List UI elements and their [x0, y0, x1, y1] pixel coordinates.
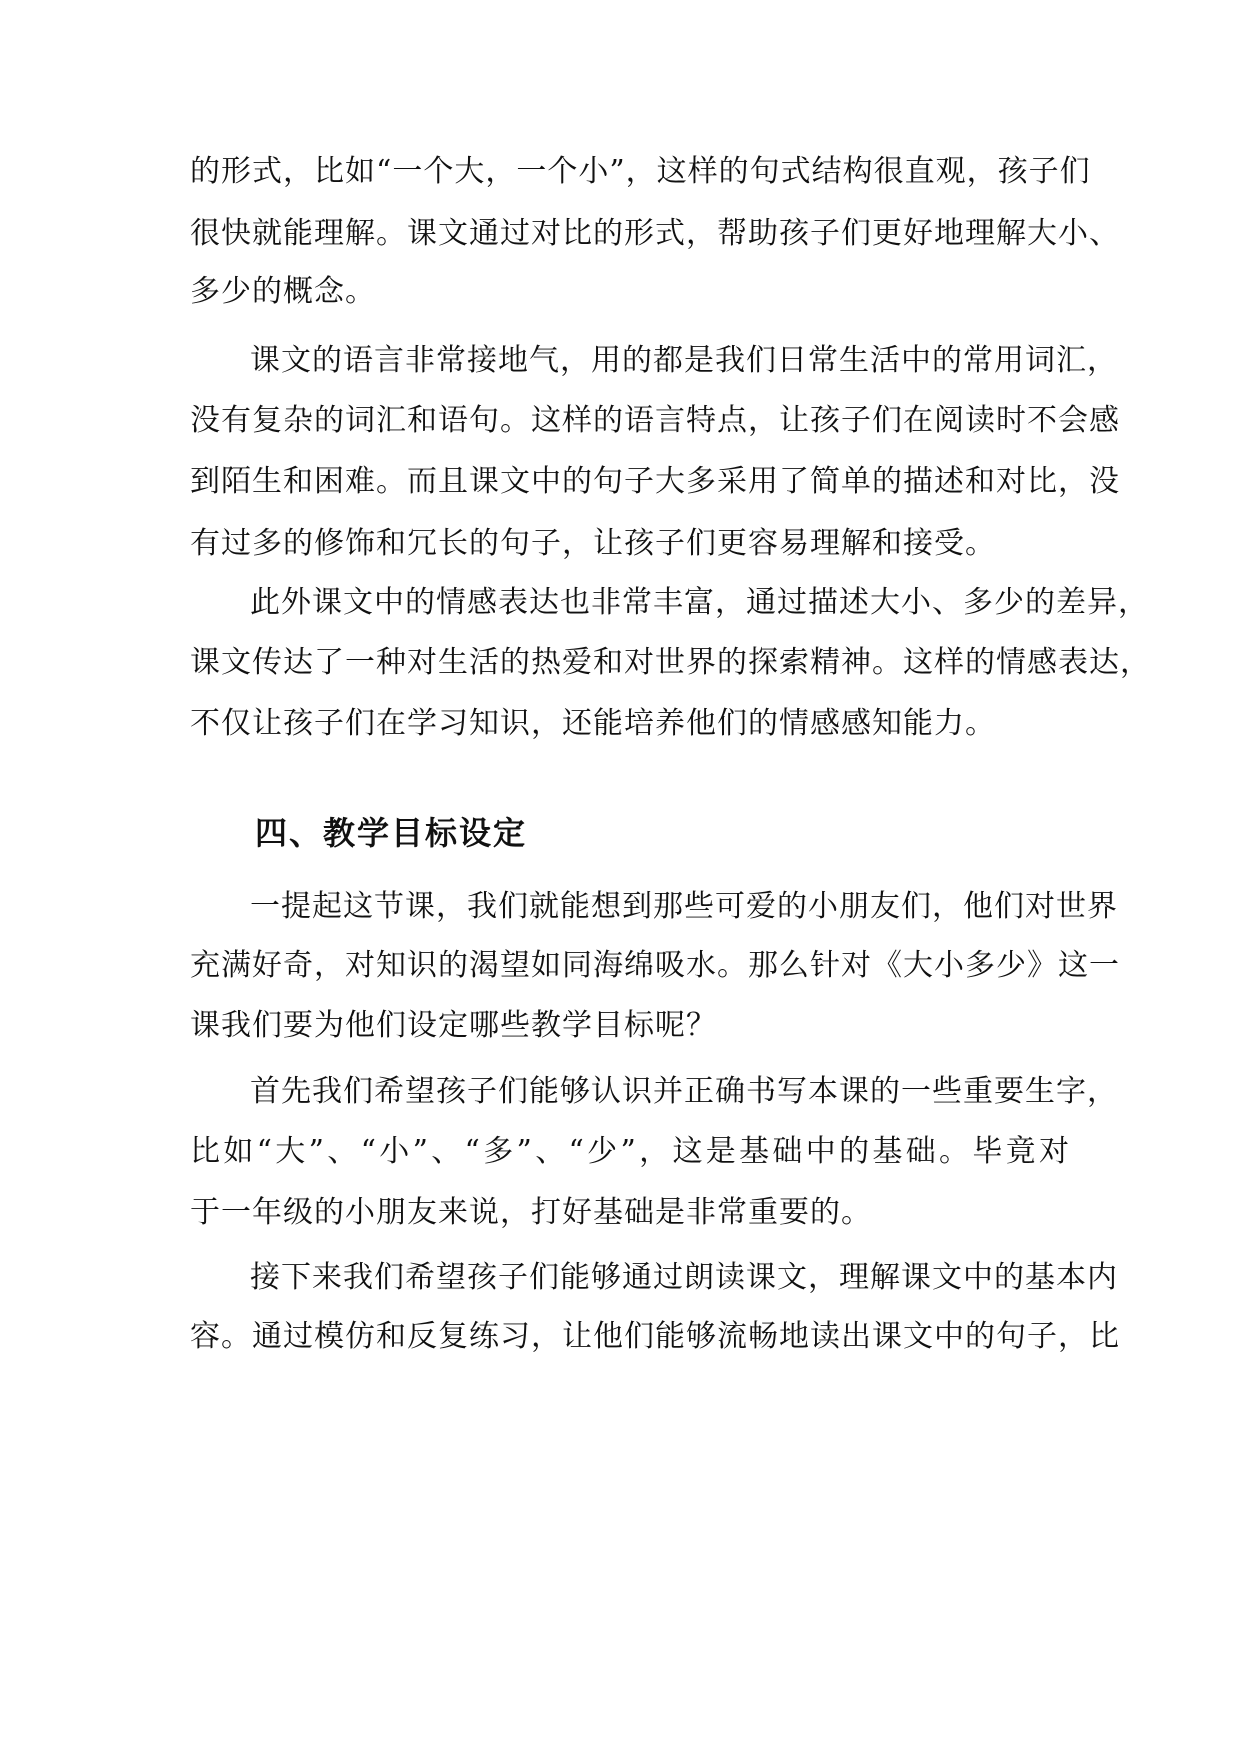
- paragraph-2-line-4: 有过多的修饰和冗长的句子，让孩子们更容易理解和接受。: [190, 526, 996, 561]
- paragraph-5-line-2: 比如“大”、“小”、“多”、“少”，这是基础中的基础。毕竟对: [190, 1134, 1070, 1169]
- paragraph-2-line-3: 到陌生和困难。而且课文中的句子大多采用了简单的描述和对比，没: [190, 464, 1120, 499]
- paragraph-4-line-1: 一提起这节课，我们就能想到那些可爱的小朋友们，他们对世界: [250, 889, 1118, 924]
- paragraph-3-line-1: 此外课文中的情感表达也非常丰富，通过描述大小、多少的差异，: [250, 585, 1149, 620]
- paragraph-5-line-1: 首先我们希望孩子们能够认识并正确书写本课的一些重要生字，: [250, 1074, 1118, 1109]
- paragraph-2-line-2: 没有复杂的词汇和语句。这样的语言特点，让孩子们在阅读时不会感: [190, 403, 1120, 438]
- paragraph-1-line-3: 多少的概念。: [190, 274, 376, 309]
- paragraph-3-line-3: 不仅让孩子们在学习知识，还能培养他们的情感感知能力。: [190, 706, 996, 741]
- section-heading: 四、教学目标设定: [255, 814, 528, 852]
- paragraph-6-line-1: 接下来我们希望孩子们能够通过朗读课文，理解课文中的基本内: [250, 1260, 1118, 1295]
- paragraph-5-line-3: 于一年级的小朋友来说，打好基础是非常重要的。: [190, 1195, 872, 1230]
- paragraph-4-line-2: 充满好奇，对知识的渴望如同海绵吸水。那么针对《大小多少》这一: [190, 948, 1120, 983]
- paragraph-2-line-1: 课文的语言非常接地气，用的都是我们日常生活中的常用词汇，: [250, 343, 1118, 378]
- paragraph-4-line-3: 课我们要为他们设定哪些教学目标呢？: [190, 1008, 717, 1043]
- paragraph-1-line-2: 很快就能理解。课文通过对比的形式，帮助孩子们更好地理解大小、: [190, 216, 1120, 251]
- paragraph-6-line-2: 容。通过模仿和反复练习，让他们能够流畅地读出课文中的句子，比: [190, 1319, 1120, 1354]
- paragraph-1-line-1: 的形式，比如“一个大，一个小”，这样的句式结构很直观，孩子们: [190, 154, 1091, 189]
- paragraph-3-line-2: 课文传达了一种对生活的热爱和对世界的探索精神。这样的情感表达，: [190, 645, 1151, 680]
